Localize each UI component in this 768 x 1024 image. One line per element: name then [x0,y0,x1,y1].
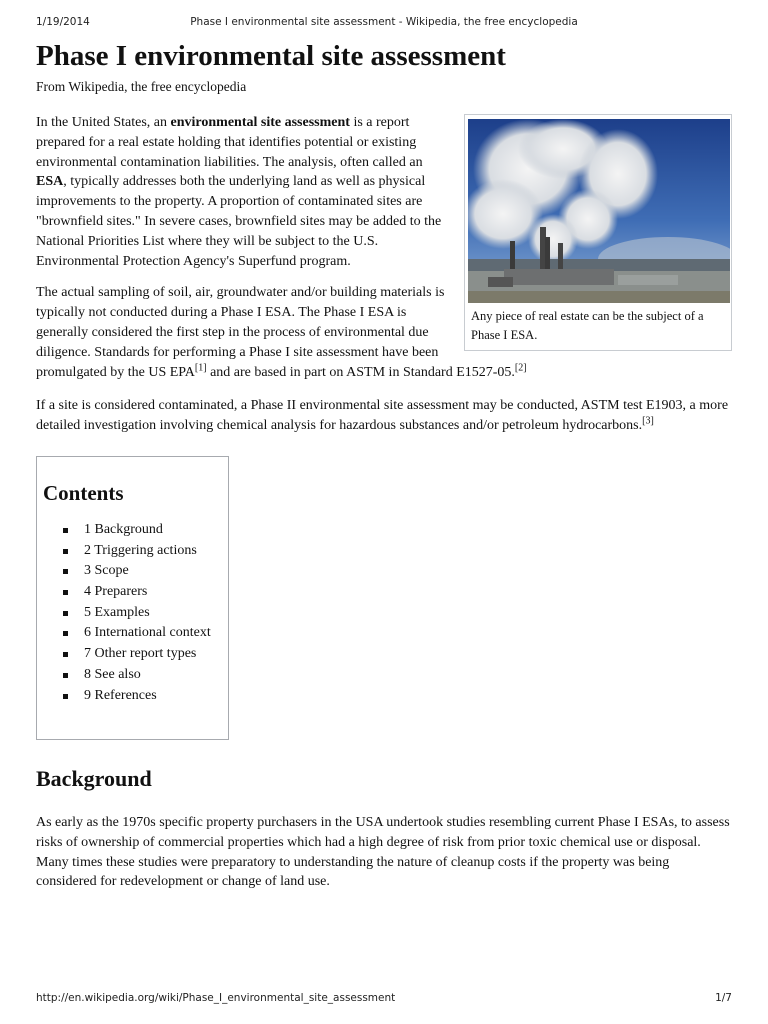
toc-item-other-report-types[interactable]: 7 Other report types [43,644,228,665]
print-header [36,16,732,30]
article-content [36,36,732,892]
table-of-contents [36,456,229,740]
toc-item-see-also[interactable]: 8 See also [43,665,228,686]
citation-1-link[interactable]: [1] [194,361,207,373]
print-doc-title: Phase I environmental site assessment - Wikipedia, the free encyclopedia [190,16,578,28]
toc-title: Contents [43,480,124,505]
print-url: http://en.wikipedia.org/wiki/Phase_I_environmental_site_assessment [36,992,396,1004]
page-number: 1/7 [715,992,732,1004]
page-title: Phase I environmental site assessment [36,40,506,72]
toc-item-background[interactable]: 1 Background [43,520,228,541]
background-paragraph: As early as the 1970s specific property purchasers in the USA undertook studies resembling current Phase I ESAs, to assess risks of ownership of commercial properties which had a high degree of risk from prior toxic chemical use or disposal. Many times these studies were preparatory to understanding the nature of cleanup costs if the property was being considered for redevelopment or change of land use. [36,814,730,890]
citation-2-link[interactable]: [2] [514,361,527,373]
phase-two-paragraph: If a site is considered contaminated, a Phase II environmental site assessment may be conducted, ASTM test E1903, a more detailed investigation involving chemical analysis for hazardous substances and/or petroleum hydrocarbons.[3] [36,398,729,434]
toc-item-triggering-actions[interactable]: 2 Triggering actions [43,541,228,562]
power-plant-smokestacks-image[interactable] [468,119,730,303]
toc-item-scope[interactable]: 3 Scope [43,561,228,582]
term-esa-full: environmental site assessment [170,115,350,130]
tagline: From Wikipedia, the free encyclopedia [36,79,247,94]
toc-list [43,520,228,706]
image-caption: Any piece of real estate can be the subject of a Phase I ESA. [471,309,704,342]
background-heading: Background [36,765,152,791]
toc-item-international-context[interactable]: 6 International context [43,623,228,644]
toc-item-examples[interactable]: 5 Examples [43,603,228,624]
term-esa: ESA [36,174,64,190]
print-date: 1/19/2014 [36,16,90,28]
print-footer [36,992,732,1006]
toc-item-references[interactable]: 9 References [43,686,228,707]
citation-3-link[interactable]: [3] [642,415,654,427]
article-image-thumb [464,114,732,351]
toc-item-preparers[interactable]: 4 Preparers [43,582,228,603]
intro-paragraph: In the United States, an environmental site assessment is a report prepared for a real estate holding that identifies potential or existing environmental contamination liabilities. The analysis, often called an ESA, typically addresses both the underlying land as well as physical improvements to the property. A proportion of contaminated sites are "brownfield sites." In severe cases, brownfield sites may be added to the National Priorities List where they will be subject to the U.S. Environmental Protection Agency's Superfund program. [36,115,442,269]
sampling-paragraph: The actual sampling of soil, air, groundwater and/or building materials is typically not conducted during a Phase I ESA. The Phase I ESA is generally considered the first step in the process of environmental due diligence. Standards for performing a Phase I site assessment have been promulgated by the US EPA[1] and are based in part on ASTM in Standard E1527-05.[2] [36,285,527,380]
